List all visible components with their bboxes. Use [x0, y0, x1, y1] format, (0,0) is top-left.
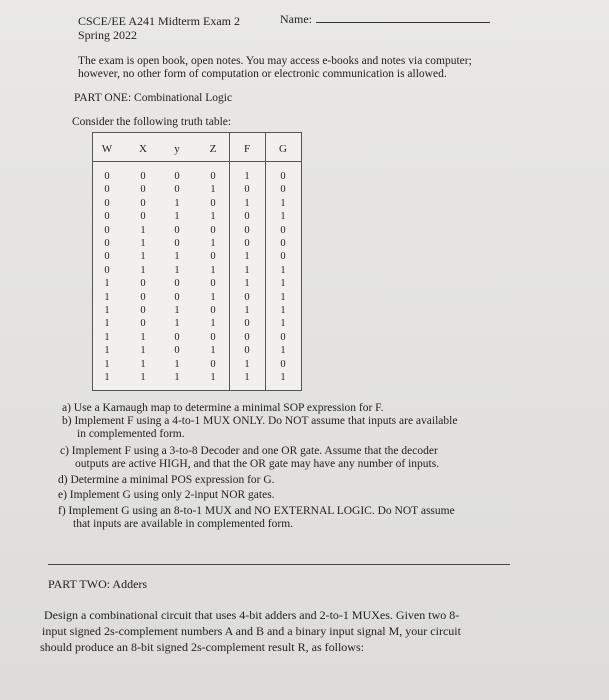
- cell-x-10: 0: [140, 305, 146, 317]
- cell-w-2: 0: [104, 197, 110, 209]
- cell-x-2: 0: [140, 197, 146, 209]
- question-f-line-1: f) Implement G using an 8-to-1 MUX and NO EXTERNAL LOGIC. Do NOT assume: [58, 505, 455, 517]
- cell-y-13: 0: [174, 345, 180, 357]
- header-w: W: [101, 143, 113, 155]
- cell-f-15: 1: [244, 372, 250, 384]
- cell-g-4: 0: [280, 224, 286, 236]
- cell-x-15: 1: [140, 372, 146, 384]
- cell-y-2: 1: [174, 197, 180, 209]
- cell-f-5: 0: [244, 238, 250, 250]
- cell-z-13: 1: [210, 345, 216, 357]
- cell-f-3: 0: [244, 211, 250, 223]
- question-d: d) Determine a minimal POS expression for G.: [58, 474, 275, 486]
- cell-z-8: 0: [210, 278, 216, 290]
- cell-x-6: 1: [140, 251, 146, 263]
- cell-f-1: 0: [244, 184, 250, 196]
- cell-y-0: 0: [174, 171, 180, 182]
- part-two-line-2: input signed 2s-complement numbers A and B and a binary input signal M, your circuit: [42, 624, 461, 638]
- header-y: y: [174, 143, 180, 155]
- cell-z-15: 1: [210, 372, 216, 384]
- cell-y-1: 0: [174, 184, 180, 196]
- cell-w-9: 1: [104, 291, 110, 303]
- cell-x-0: 0: [140, 171, 146, 182]
- cell-f-13: 0: [244, 345, 250, 357]
- question-f-line-2: that inputs are available in complemented form.: [73, 518, 294, 530]
- column-y: [169, 170, 185, 385]
- cell-g-7: 1: [280, 264, 286, 276]
- name-label: Name:: [280, 12, 312, 26]
- cell-z-1: 1: [210, 184, 216, 196]
- cell-y-5: 0: [174, 238, 180, 250]
- cell-f-11: 0: [244, 318, 250, 330]
- cell-g-13: 1: [280, 345, 286, 357]
- cell-y-10: 1: [174, 305, 180, 317]
- cell-x-3: 0: [140, 211, 146, 223]
- header-g: G: [279, 143, 287, 155]
- header-separator: [93, 161, 301, 162]
- cell-g-0: 0: [280, 171, 286, 182]
- cell-g-8: 1: [280, 278, 286, 290]
- cell-g-2: 1: [280, 197, 286, 209]
- cell-y-3: 1: [174, 211, 180, 223]
- cell-w-14: 1: [104, 358, 110, 370]
- cell-w-5: 0: [104, 238, 110, 250]
- cell-w-3: 0: [104, 211, 110, 223]
- cell-f-14: 1: [244, 358, 250, 370]
- cell-y-7: 1: [174, 264, 180, 276]
- cell-y-4: 0: [174, 224, 180, 236]
- cell-z-6: 0: [210, 251, 216, 263]
- cell-y-9: 0: [174, 291, 180, 303]
- cell-y-15: 1: [174, 372, 180, 384]
- cell-g-12: 0: [280, 331, 286, 343]
- cell-g-9: 1: [280, 291, 286, 303]
- question-a: a) Use a Karnaugh map to determine a minimal SOP expression for F.: [62, 402, 384, 414]
- cell-w-10: 1: [104, 305, 110, 317]
- cell-x-9: 0: [140, 291, 146, 303]
- question-e: e) Implement G using only 2-input NOR gates.: [58, 489, 275, 501]
- column-g: [275, 170, 291, 385]
- cell-z-2: 0: [210, 197, 216, 209]
- cell-x-7: 1: [140, 264, 146, 276]
- cell-f-6: 1: [244, 251, 250, 263]
- cell-w-1: 0: [104, 184, 110, 196]
- cell-y-8: 0: [174, 278, 180, 290]
- cell-z-5: 1: [210, 238, 216, 250]
- part-two-line-1: Design a combinational circuit that uses 4-bit adders and 2-to-1 MUXes. Given two 8-: [44, 608, 460, 622]
- section-divider: [48, 564, 510, 565]
- part-two-line-3: should produce an 8-bit signed 2s-complement result R, as follows:: [40, 640, 364, 654]
- cell-w-13: 1: [104, 345, 110, 357]
- cell-z-4: 0: [210, 224, 216, 236]
- cell-w-12: 1: [104, 331, 110, 343]
- column-f: [239, 170, 255, 385]
- cell-x-5: 1: [140, 238, 146, 250]
- cell-y-14: 1: [174, 358, 180, 370]
- cell-y-11: 1: [174, 318, 180, 330]
- cell-g-1: 0: [280, 184, 286, 196]
- term: Spring 2022: [78, 28, 138, 42]
- cell-z-10: 0: [210, 305, 216, 317]
- truth-table: [92, 132, 302, 391]
- cell-g-6: 0: [280, 251, 286, 263]
- cell-x-11: 0: [140, 318, 146, 330]
- cell-g-15: 1: [280, 372, 286, 384]
- cell-x-8: 0: [140, 278, 146, 290]
- question-c-line-1: c) Implement F using a 3-to-8 Decoder and one OR gate. Assume that the decoder: [60, 445, 438, 457]
- cell-f-2: 1: [244, 197, 250, 209]
- cell-g-3: 1: [280, 211, 286, 223]
- cell-w-4: 0: [104, 224, 110, 236]
- cell-f-9: 0: [244, 291, 250, 303]
- cell-x-12: 1: [140, 331, 146, 343]
- cell-g-10: 1: [280, 305, 286, 317]
- cell-w-0: 0: [104, 171, 110, 182]
- instructions-line-1: The exam is open book, open notes. You may access e-books and notes via computer;: [78, 55, 472, 67]
- header-f: F: [243, 143, 251, 155]
- cell-z-7: 1: [210, 264, 216, 276]
- cell-z-14: 0: [210, 358, 216, 370]
- cell-y-6: 1: [174, 251, 180, 263]
- column-w: [99, 170, 115, 385]
- column-x: [135, 170, 151, 385]
- part-one-title: PART ONE: Combinational Logic: [74, 92, 233, 104]
- cell-g-14: 0: [280, 358, 286, 370]
- header-z: Z: [209, 143, 217, 155]
- cell-w-15: 1: [104, 372, 110, 384]
- instructions-line-2: however, no other form of computation or electronic communication is allowed.: [78, 68, 447, 80]
- cell-g-11: 1: [280, 318, 286, 330]
- question-c-line-2: outputs are active HIGH, and that the OR gate may have any number of inputs.: [75, 458, 440, 470]
- cell-z-12: 0: [210, 331, 216, 343]
- header-x: X: [139, 143, 147, 155]
- course-title: CSCE/EE A241 Midterm Exam 2: [78, 14, 240, 28]
- inputs-outputs-divider: [229, 133, 230, 390]
- cell-g-5: 0: [280, 238, 286, 250]
- cell-z-9: 1: [210, 291, 216, 303]
- part-two-title: PART TWO: Adders: [48, 577, 148, 591]
- question-b-line-1: b) Implement F using a 4-to-1 MUX ONLY. Do NOT assume that inputs are available: [62, 415, 458, 427]
- cell-x-1: 0: [140, 184, 146, 196]
- column-z: [205, 170, 221, 385]
- cell-w-7: 0: [104, 264, 110, 276]
- cell-y-12: 0: [174, 331, 180, 343]
- cell-f-7: 1: [244, 264, 250, 276]
- cell-f-0: 1: [244, 171, 250, 182]
- cell-f-12: 0: [244, 331, 250, 343]
- cell-w-8: 1: [104, 278, 110, 290]
- cell-x-13: 1: [140, 345, 146, 357]
- name-line: [316, 22, 490, 23]
- cell-f-10: 1: [244, 305, 250, 317]
- cell-z-3: 1: [210, 211, 216, 223]
- cell-z-0: 0: [210, 171, 216, 182]
- f-g-divider: [265, 133, 266, 390]
- cell-f-8: 1: [244, 278, 250, 290]
- cell-x-4: 1: [140, 224, 146, 236]
- cell-w-11: 1: [104, 318, 110, 330]
- truth-table-intro: Consider the following truth table:: [72, 116, 232, 128]
- question-b-line-2: in complemented form.: [77, 428, 185, 440]
- cell-w-6: 0: [104, 251, 110, 263]
- cell-x-14: 1: [140, 358, 146, 370]
- cell-f-4: 0: [244, 224, 250, 236]
- cell-z-11: 1: [210, 318, 216, 330]
